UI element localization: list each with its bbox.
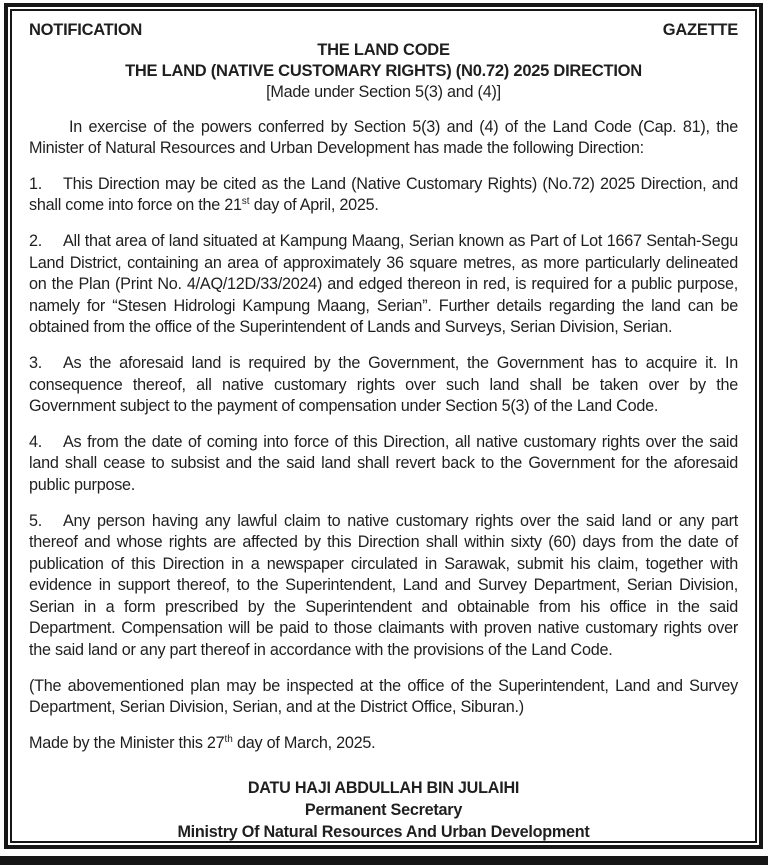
clause-3 [29, 353, 738, 418]
clause-3-text: As the aforesaid land is required by the Government, the Government has to acquire it. In consequence thereof, all native customary rights over such land shall be taken over by the Government subject to the payment of compensation under Section 5(3) of the Land Code. [29, 353, 738, 416]
clause-2-number: 2. [29, 231, 43, 250]
masthead-notification-label: NOTIFICATION [29, 21, 143, 39]
title-direction: THE LAND (NATIVE CUSTOMARY RIGHTS) (N0.72) 2025 DIRECTION [125, 61, 642, 80]
made-line-text-end: day of March, 2025. [232, 733, 376, 752]
made-line-text: Made by the Minister this 27 [29, 733, 225, 752]
clause-2-text: All that area of land situated at Kampung Maang, Serian known as Part of Lot 1667 Sentah-Segu Land District, containing an area of approximately 36 square metres, as more particularly delineated on the Plan (Print No. 4/AQ/12D/33/2024) and edged thereon in red, is required for a public purpose, namely for “Stesen Hidrologi Kampung Maang, Serian”. Further details regarding the land can be obtained from the office of the Superintendent of Lands and Surveys, Serian Division, Serian. [29, 231, 738, 337]
clause-2 [29, 231, 738, 339]
clause-5 [29, 511, 738, 662]
clause-1-text: This Direction may be cited as the Land (Native Customary Rights) (No.72) 2025 Direction, and shall come into force on the 21 [29, 174, 738, 215]
title-made-under: [Made under Section 5(3) and (4)] [266, 82, 501, 101]
inspection-note: (The abovementioned plan may be inspected at the office of the Superintendent, Land and Survey Department, Serian Division, Serian, and at the District Office, Siburan.) [29, 676, 738, 717]
clause-1-number: 1. [29, 174, 43, 193]
masthead [29, 20, 738, 42]
signatory-ministry: Ministry Of Natural Resources And Urban Development [177, 822, 590, 841]
clause-1 [29, 174, 738, 217]
clause-3-number: 3. [29, 353, 43, 372]
made-line-ordinal: th [224, 733, 233, 745]
signature-block [29, 778, 738, 843]
clause-5-number: 5. [29, 511, 43, 530]
signatory-post: Permanent Secretary [304, 801, 463, 820]
signatory-name: DATU HAJI ABDULLAH BIN JULAIHI [247, 779, 520, 798]
clause-1-text-end: day of April, 2025. [249, 196, 379, 215]
masthead-gazette-label: GAZETTE [662, 21, 738, 39]
page-bottom-rule [0, 856, 768, 865]
intro-paragraph: In exercise of the powers conferred by Section 5(3) and (4) of the Land Code (Cap. 81), the Minister of Natural Resources and Urban Development has made the following Direction: [29, 117, 738, 158]
made-by-minister-line [29, 733, 738, 755]
title-land-code: THE LAND CODE [317, 40, 450, 59]
clause-4-number: 4. [29, 432, 43, 451]
title-block [29, 40, 738, 103]
clause-4 [29, 432, 738, 497]
gazette-outer-border [4, 3, 763, 849]
gazette-notice [10, 9, 757, 843]
clause-5-text: Any person having any lawful claim to native customary rights over the said land or any part thereof and whose rights are affected by this Direction shall within sixty (60) days from the date of publication of this Direction in a newspaper circulated in Sarawak, submit his claim, together with evidence in support thereof, to the Superintendent, Land and Survey Department, Serian Division, Serian in a form prescribed by the Superintendent and obtainable from his office in the said Department. Compensation will be paid to those claimants with proven native customary rights over the said land or any part thereof in accordance with the provisions of the Land Code. [29, 511, 738, 660]
clause-1-ordinal: st [241, 196, 250, 208]
clause-4-text: As from the date of coming into force of this Direction, all native customary rights over the said land shall cease to subsist and the said land shall revert back to the Government for the aforesaid public purpose. [29, 432, 738, 494]
